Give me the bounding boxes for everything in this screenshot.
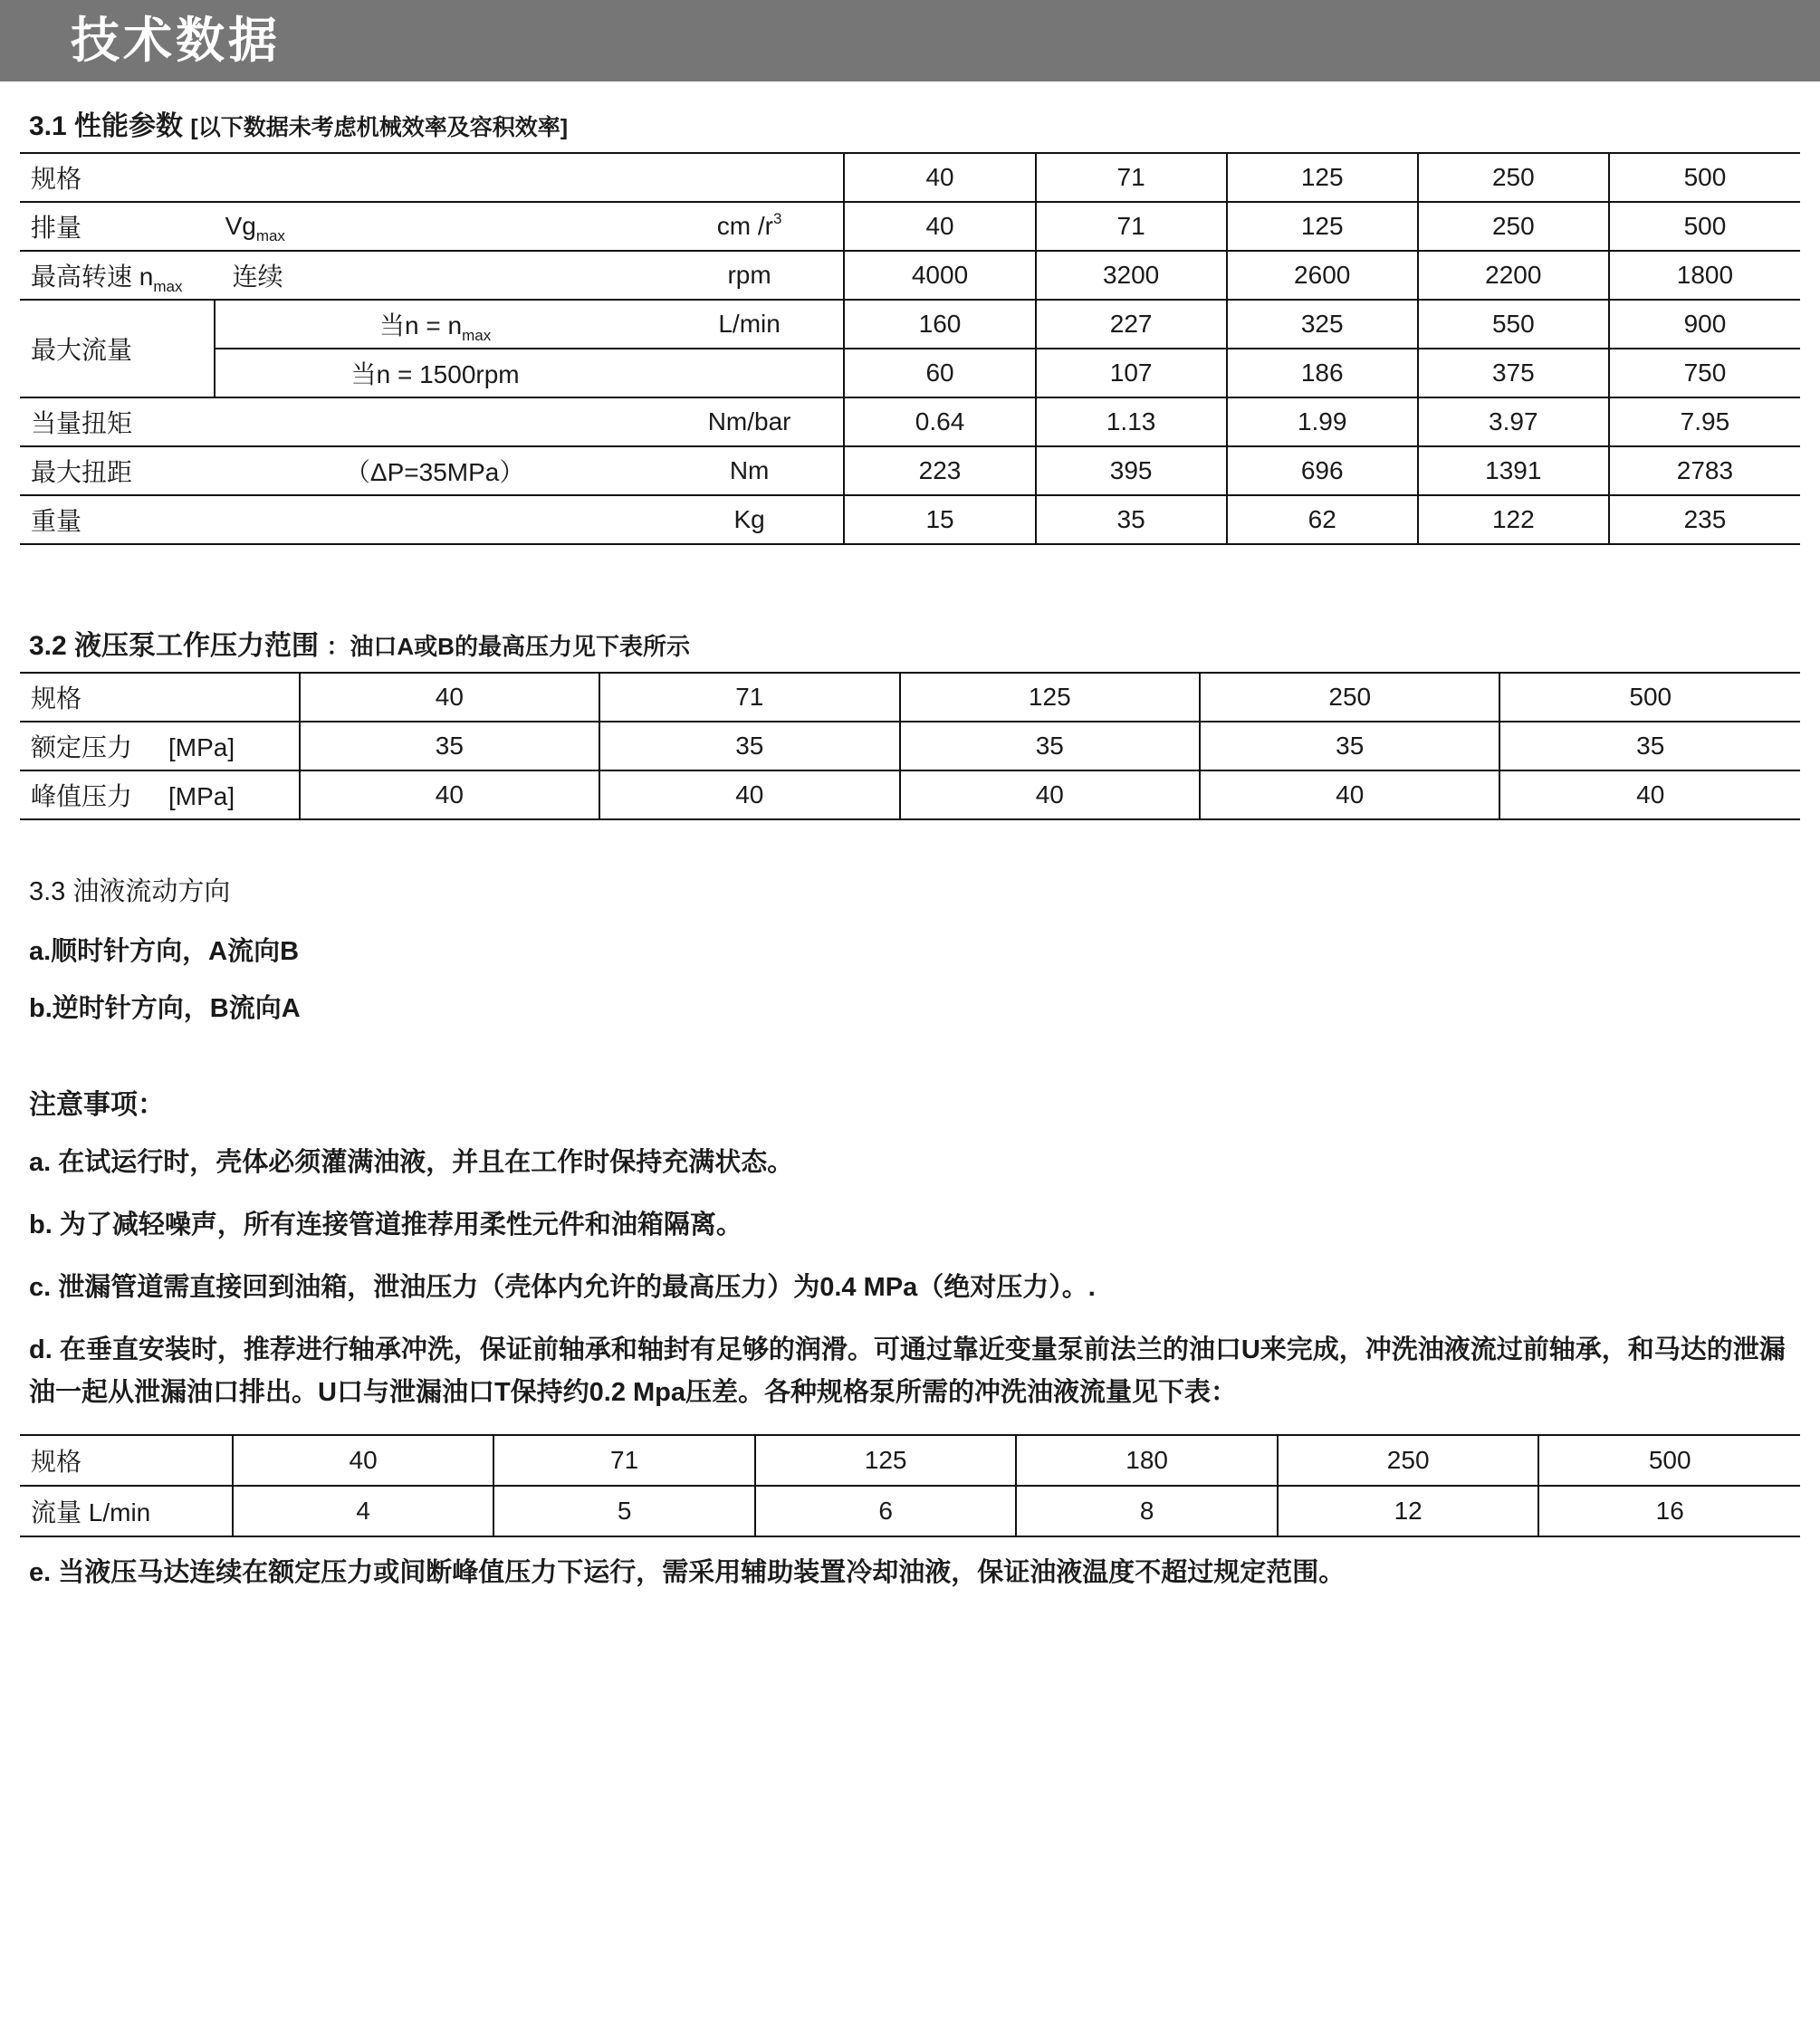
section-3-1-heading [29,110,1800,143]
table-row [20,202,1800,251]
section-spacer [20,820,1800,876]
page-banner [0,0,1820,81]
row-sub-label: 当n = 1500rpm [215,349,656,397]
symbol-subscript: max [255,227,285,244]
note-item-e: e. 当液压马达连续在额定压力或间断峰值压力下运行，需采用辅助装置冷却油液，保证油液温度不超过规定范围。 [29,1557,1346,1587]
cell-value: 62 [1227,495,1418,544]
cell-value: 250 [1200,673,1499,722]
cell-value: 35 [599,722,899,770]
row-label: 规格 [20,673,300,722]
cell-value: 40 [233,1435,494,1486]
cell-value: 500 [1609,153,1800,202]
section-3-2-heading [29,630,1800,663]
cell-value: 7.95 [1609,397,1800,446]
cell-value: 71 [1036,153,1227,202]
cell-value: 0.64 [844,397,1035,446]
row-label-base: 峰值压力 [31,782,133,810]
cell-value: 35 [300,722,599,770]
cell-value: 1800 [1609,251,1800,300]
cell-value: 5 [493,1486,755,1536]
row-label [20,770,300,819]
cell-value: 2783 [1609,446,1800,495]
table-row [20,153,1800,202]
cell-value: 160 [844,300,1035,349]
cell-value: 500 [1499,673,1800,722]
cell-value: 696 [1227,446,1418,495]
row-unit: Nm [656,446,845,495]
cell-value: 250 [1418,153,1609,202]
cell-value: 1391 [1418,446,1609,495]
cell-value: 235 [1609,495,1800,544]
cell-value: 40 [300,770,599,819]
cell-value: 40 [900,770,1200,819]
row-spacer [440,251,656,300]
row-unit [656,153,845,202]
section-3-2-note: ：油口A或B的最高压力见下表所示 [326,633,690,660]
table-row [20,722,1800,770]
cell-value: 71 [493,1435,755,1486]
cell-value: 35 [1036,495,1227,544]
flow-direction-item-b: b.逆时针方向，B流向A [29,993,301,1023]
cell-value: 750 [1609,349,1800,397]
flow-direction-item-a: a.顺时针方向，A流向B [29,936,300,966]
section-spacer [20,545,1800,601]
cell-value: 125 [755,1435,1017,1486]
table-row [20,251,1800,300]
cell-value: 1.99 [1227,397,1418,446]
row-unit: Nm/bar [656,397,845,446]
table-row [20,397,1800,446]
row-sub-label [440,202,656,251]
row-unit: Kg [656,495,845,544]
row-sub-label: 连续 [215,251,440,300]
cell-value: 15 [844,495,1035,544]
table-row [20,300,1800,349]
cell-value: 40 [844,202,1035,251]
cell-value: 40 [1499,770,1800,819]
table-row [20,349,1800,397]
row-sub-label [440,495,656,544]
unit-superscript: 3 [772,210,782,227]
cell-value: 40 [844,153,1035,202]
cell-value: 500 [1538,1435,1800,1486]
cell-value: 1.13 [1036,397,1227,446]
flush-flow-table [20,1434,1800,1537]
row-label: 最大扭距 [20,446,215,495]
section-spacer [20,1046,1800,1082]
cell-value: 223 [844,446,1035,495]
row-label: 排量 [20,202,215,251]
row-label [20,251,215,300]
table-row [20,770,1800,819]
cell-value: 12 [1278,1486,1539,1536]
cell-value: 375 [1418,349,1609,397]
row-label [20,722,300,770]
cell-value: 71 [599,673,899,722]
row-unit: [MPa] [168,782,235,810]
cell-value: 40 [300,673,599,722]
row-label-base: 额定压力 [31,733,133,761]
cell-value: 550 [1418,300,1609,349]
row-unit [656,202,845,251]
cell-value: 250 [1278,1435,1539,1486]
cell-value: 6 [755,1486,1017,1536]
cell-value: 2600 [1227,251,1418,300]
cell-value: 107 [1036,349,1227,397]
cell-value: 4000 [844,251,1035,300]
row-unit: L/min [656,300,845,349]
unit-base: cm /r [716,212,773,240]
cell-value: 395 [1036,446,1227,495]
row-label-subscript: max [153,278,183,295]
row-label-base: 最高转速 n [31,263,154,291]
note-item-c: c. 泄漏管道需直接回到油箱，泄油压力（壳体内允许的最高压力）为0.4 MPa（绝对压力）。. [29,1272,1096,1302]
row-label: 规格 [20,153,440,202]
note-item-b: b. 为了减轻噪声，所有连接管道推荐用柔性元件和油箱隔离。 [29,1210,742,1239]
note-item-a: a. 在试运行时，壳体必须灌满油液，并且在工作时保持充满状态。 [29,1147,794,1177]
cell-value: 500 [1609,202,1800,251]
cell-value: 325 [1227,300,1418,349]
cell-value: 125 [1227,202,1418,251]
row-label: 当量扭矩 [20,397,440,446]
row-label-merged: 最大流量 [20,300,215,397]
section-3-1-note: [以下数据未考虑机械效率及容积效率] [190,115,569,140]
table-row [20,1486,1800,1536]
cell-value: 4 [233,1486,494,1536]
table-row [20,1435,1800,1486]
sub-label-base: 当n = n [379,311,463,340]
cell-value: 2200 [1418,251,1609,300]
cell-value: 180 [1016,1435,1278,1486]
cell-value: 3.97 [1418,397,1609,446]
cell-value: 227 [1036,300,1227,349]
cell-value: 186 [1227,349,1418,397]
table-row [20,446,1800,495]
cell-value: 60 [844,349,1035,397]
page-title: 技术数据 [71,14,281,68]
cell-value: 250 [1418,202,1609,251]
row-unit: rpm [656,251,845,300]
row-symbol [215,202,440,251]
cell-value: 3200 [1036,251,1227,300]
cell-value: 16 [1538,1486,1800,1536]
cell-value: 125 [1227,153,1418,202]
cell-value: 40 [1200,770,1499,819]
cell-value: 35 [1499,722,1800,770]
table-row [20,495,1800,544]
cell-value: 122 [1418,495,1609,544]
section-3-2-title: 3.2 液压泵工作压力范围 [29,631,320,661]
row-label: 重量 [20,495,440,544]
row-label: 流量 L/min [20,1486,233,1536]
sub-label-subscript: max [462,327,492,344]
note-item-d: d. 在垂直安装时，推荐进行轴承冲洗，保证前轴承和轴封有足够的润滑。可通过靠近变量泵前法兰的油口U来完成，冲洗油液流过前轴承，和马达的泄漏油一起从泄漏油口排出。U口与泄漏油口T保持约0.2 Mpa压差。各种规格泵所需的冲洗油液流量见下表： [29,1335,1786,1407]
row-sub-label [440,153,656,202]
cell-value: 35 [1200,722,1499,770]
cell-value: 71 [1036,202,1227,251]
cell-value: 35 [900,722,1200,770]
row-unit [656,349,845,397]
row-sub-label [440,397,656,446]
section-3-3-heading: 3.3 油液流动方向 [29,877,231,906]
row-unit: [MPa] [168,733,235,761]
symbol-base: Vg [225,212,256,240]
notes-title: 注意事项： [29,1089,165,1120]
pressure-range-table [20,672,1800,820]
performance-parameters-table [20,152,1800,545]
cell-value: 40 [599,770,899,819]
table-row [20,673,1800,722]
cell-value: 125 [900,673,1200,722]
cell-value: 8 [1016,1486,1278,1536]
row-sub-label [215,300,656,349]
cell-value: 900 [1609,300,1800,349]
page-body [0,110,1820,1593]
section-3-1-title: 3.1 性能参数 [29,111,184,141]
row-sub-label: （ΔP=35MPa） [215,446,656,495]
row-label: 规格 [20,1435,233,1486]
